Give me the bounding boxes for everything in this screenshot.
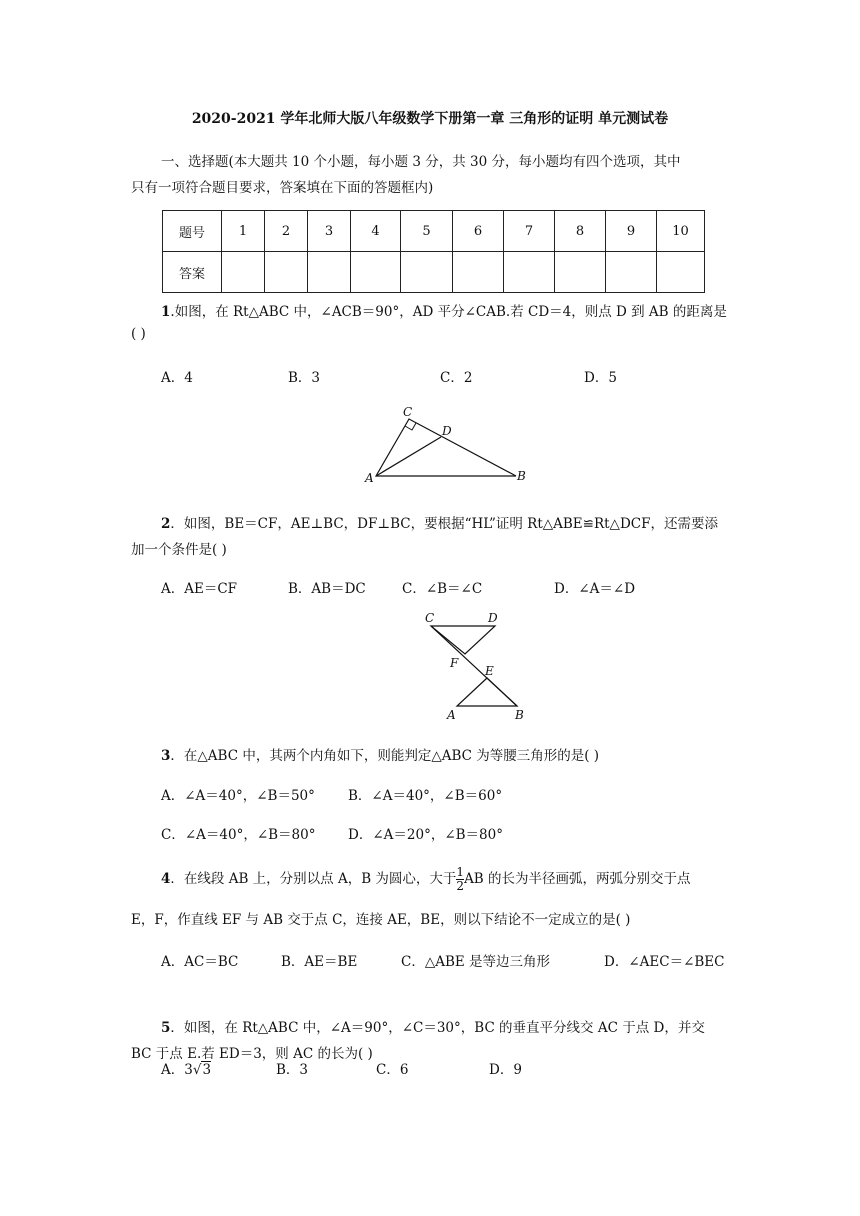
number-cell: 4: [351, 211, 401, 252]
answer-cell[interactable]: [606, 252, 657, 293]
number-cell: 1: [222, 211, 265, 252]
number-cell: 6: [453, 211, 504, 252]
question-3-line1: ．在△ABC 中，其两个内角如下，则能判定△ABC 为等腰三角形的是( ): [170, 748, 600, 764]
question-2-text: [161, 512, 718, 532]
q1-figure-triangle: [360, 400, 540, 490]
q4-option-a: A．AC＝BC: [161, 954, 239, 970]
question-4-line1-b: AB 的长为半径画弧，两弧分别交于点: [464, 871, 691, 887]
q5-option-d: D．9: [489, 1062, 522, 1078]
question-5-line1: ．如图，在 Rt△ABC 中，∠A＝90°，∠C＝30°，BC 的垂直平分线交 AC 于点 D，并交: [170, 1020, 705, 1036]
fraction-denominator: 2: [456, 879, 465, 893]
section-instructions-line1: 一、选择题(本大题共 10 个小题，每小题 3 分，共 30 分，每小题均有四个选项，其中: [161, 154, 681, 170]
q5-option-a-prefix: A．3: [161, 1062, 193, 1078]
answer-cell[interactable]: [351, 252, 401, 293]
answer-cell[interactable]: [555, 252, 606, 293]
question-4-text: [161, 866, 691, 893]
number-cell: 7: [504, 211, 555, 252]
q2-figure: [415, 608, 535, 726]
answer-cell[interactable]: [657, 252, 705, 293]
answer-cell[interactable]: [265, 252, 308, 293]
q2-option-c: C．∠B＝∠C: [402, 581, 483, 597]
question-2-number: 2: [161, 516, 171, 532]
answer-cell[interactable]: [504, 252, 555, 293]
question-4-line1-a: ．在线段 AB 上，分别以点 A，B 为圆心，大于: [170, 871, 457, 887]
question-1-number: 1: [161, 304, 171, 320]
one-half-fraction: [456, 866, 464, 893]
q4-option-c: C．△ABE 是等边三角形: [401, 954, 551, 970]
q4-option-b: B．AE＝BE: [281, 954, 358, 970]
question-2-line2: 加一个条件是( ): [131, 542, 227, 558]
question-3-text: [161, 744, 599, 764]
square-root-radicand: 3: [202, 1062, 212, 1078]
square-root: √3: [192, 1062, 212, 1078]
q2-label-c: C: [425, 611, 435, 625]
q2-triangle-top: [431, 626, 495, 654]
question-5-number: 5: [161, 1020, 171, 1036]
q2-option-a: A．AE＝CF: [161, 581, 238, 597]
q3-option-d: D．∠A＝20°，∠B＝80°: [348, 827, 503, 843]
answer-cell[interactable]: [222, 252, 265, 293]
question-1-line2: ( ): [131, 326, 146, 342]
answer-cell[interactable]: [453, 252, 504, 293]
q1-label-b: B: [517, 469, 526, 483]
q1-label-d: D: [442, 424, 452, 438]
q2-triangle-bottom: [457, 678, 517, 706]
number-cell: 9: [606, 211, 657, 252]
answer-cell[interactable]: [401, 252, 453, 293]
q2-option-d: D．∠A＝∠D: [554, 581, 636, 597]
q3-option-c: C．∠A＝40°，∠B＝80°: [161, 827, 316, 843]
q5-option-a: [161, 1058, 211, 1078]
q4-option-d: D．∠AEC＝∠BEC: [604, 954, 725, 970]
question-1-text: [161, 300, 727, 320]
question-1-line1: .如图，在 Rt△ABC 中，∠ACB＝90°，AD 平分∠CAB.若 CD＝4，则点 D 到 AB 的距离是: [170, 304, 727, 320]
number-cell: 3: [308, 211, 351, 252]
question-4-number: 4: [161, 871, 171, 887]
question-2-line1: ．如图，BE＝CF，AE⊥BC，DF⊥BC，要根据“HL”证明 Rt△ABE≌Rt△DCF，还需要添: [170, 516, 718, 532]
number-cell: 2: [265, 211, 308, 252]
question-3-number: 3: [161, 748, 171, 764]
q2-label-f: F: [450, 656, 459, 670]
q2-label-a: A: [447, 708, 456, 722]
question-5-text: [161, 1016, 705, 1036]
answer-grid: [162, 210, 705, 293]
answer-cell[interactable]: [308, 252, 351, 293]
q2-option-b: B．AB＝DC: [288, 581, 366, 597]
number-cell: 8: [555, 211, 606, 252]
q1-segment-ad: [376, 437, 441, 476]
q1-option-a: A．4: [161, 370, 193, 386]
page-title: 2020-2021 学年北师大版八年级数学下册第一章 三角形的证明 单元测试卷: [191, 111, 669, 127]
q2-label-e: E: [485, 664, 494, 678]
q1-label-a: A: [365, 471, 374, 485]
q1-option-b: B．3: [288, 370, 321, 386]
q3-option-a: A．∠A＝40°，∠B＝50°: [161, 788, 315, 804]
answer-header-cell: 答案: [163, 252, 222, 293]
q1-option-d: D．5: [584, 370, 617, 386]
question-4-line2: E，F，作直线 EF 与 AB 交于点 C，连接 AE，BE，则以下结论不一定成立的是( ): [131, 912, 631, 928]
number-cell: 5: [401, 211, 453, 252]
q2-label-d: D: [488, 611, 498, 625]
number-header-cell: 题号: [163, 211, 222, 252]
q3-option-b: B．∠A＝40°，∠B＝60°: [348, 788, 503, 804]
answer-grid-answer-row: [163, 252, 705, 293]
q5-option-c: C．6: [376, 1062, 409, 1078]
answer-grid-number-row: [163, 211, 705, 252]
q1-option-c: C．2: [440, 370, 473, 386]
q5-option-b: B．3: [276, 1062, 309, 1078]
question-5-line2: BC 于点 E.若 ED＝3，则 AC 的长为( ): [131, 1046, 373, 1062]
q1-label-c: C: [403, 405, 413, 419]
fraction-numerator: 1: [456, 865, 465, 879]
number-cell: 10: [657, 211, 705, 252]
q2-label-b: B: [515, 708, 524, 722]
section-instructions-line2: 只有一项符合题目要求，答案填在下面的答题框内): [131, 180, 434, 196]
